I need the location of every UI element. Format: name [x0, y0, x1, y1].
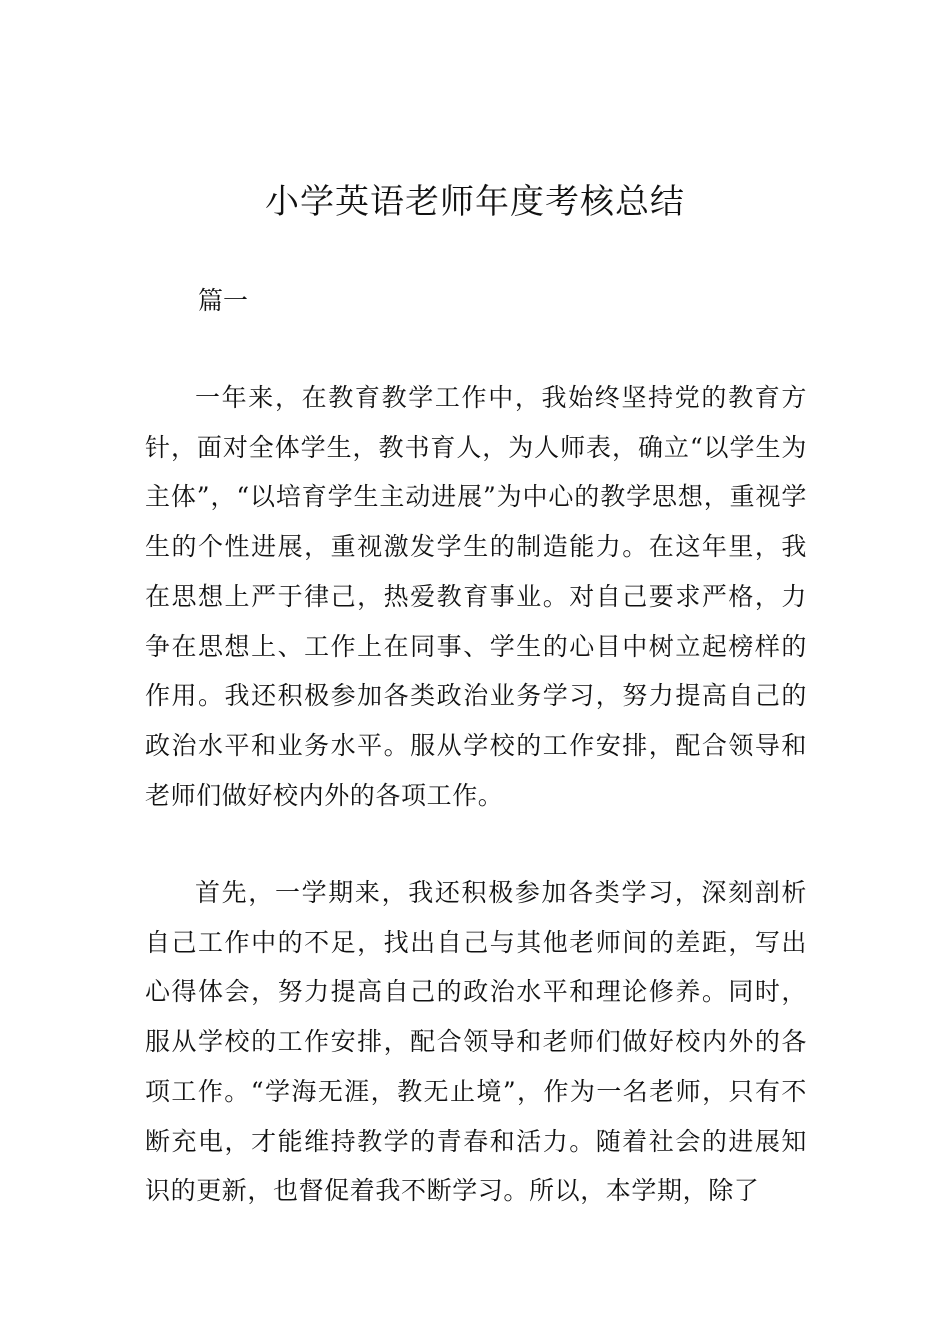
body-paragraph-2: 首先，一学期来，我还积极参加各类学习，深刻剖析自己工作中的不足，找出自己与其他老师间的差距，写出心得体会，努力提高自己的政治水平和理论修养。同时，服从学校的工作安排，配合领导和老师们做好校内外的各项工作。“学海无涯，教无止境”，作为一名老师，只有不断充电，才能维持教学的青春和活力。随着社会的进展知识的更新，也督促着我不断学习。所以，本学期，除了	[145, 878, 807, 1206]
document-title: 小学英语老师年度考核总结	[265, 182, 685, 222]
body-paragraph-1: 一年来，在教育教学工作中，我始终坚持党的教育方针，面对全体学生，教书育人，为人师表，确立“以学生为主体”，“以培育学生主动进展”为中心的教学思想，重视学生的个性进展，重视激发学生的制造能力。在这年里，我在思想上严于律己，热爱教育事业。对自己要求严格，力争在思想上、工作上在同事、学生的心目中树立起榜样的作用。我还积极参加各类政治业务学习，努力提高自己的政治水平和业务水平。服从学校的工作安排，配合领导和老师们做好校内外的各项工作。	[145, 383, 807, 810]
section-label: 篇一	[198, 286, 249, 315]
